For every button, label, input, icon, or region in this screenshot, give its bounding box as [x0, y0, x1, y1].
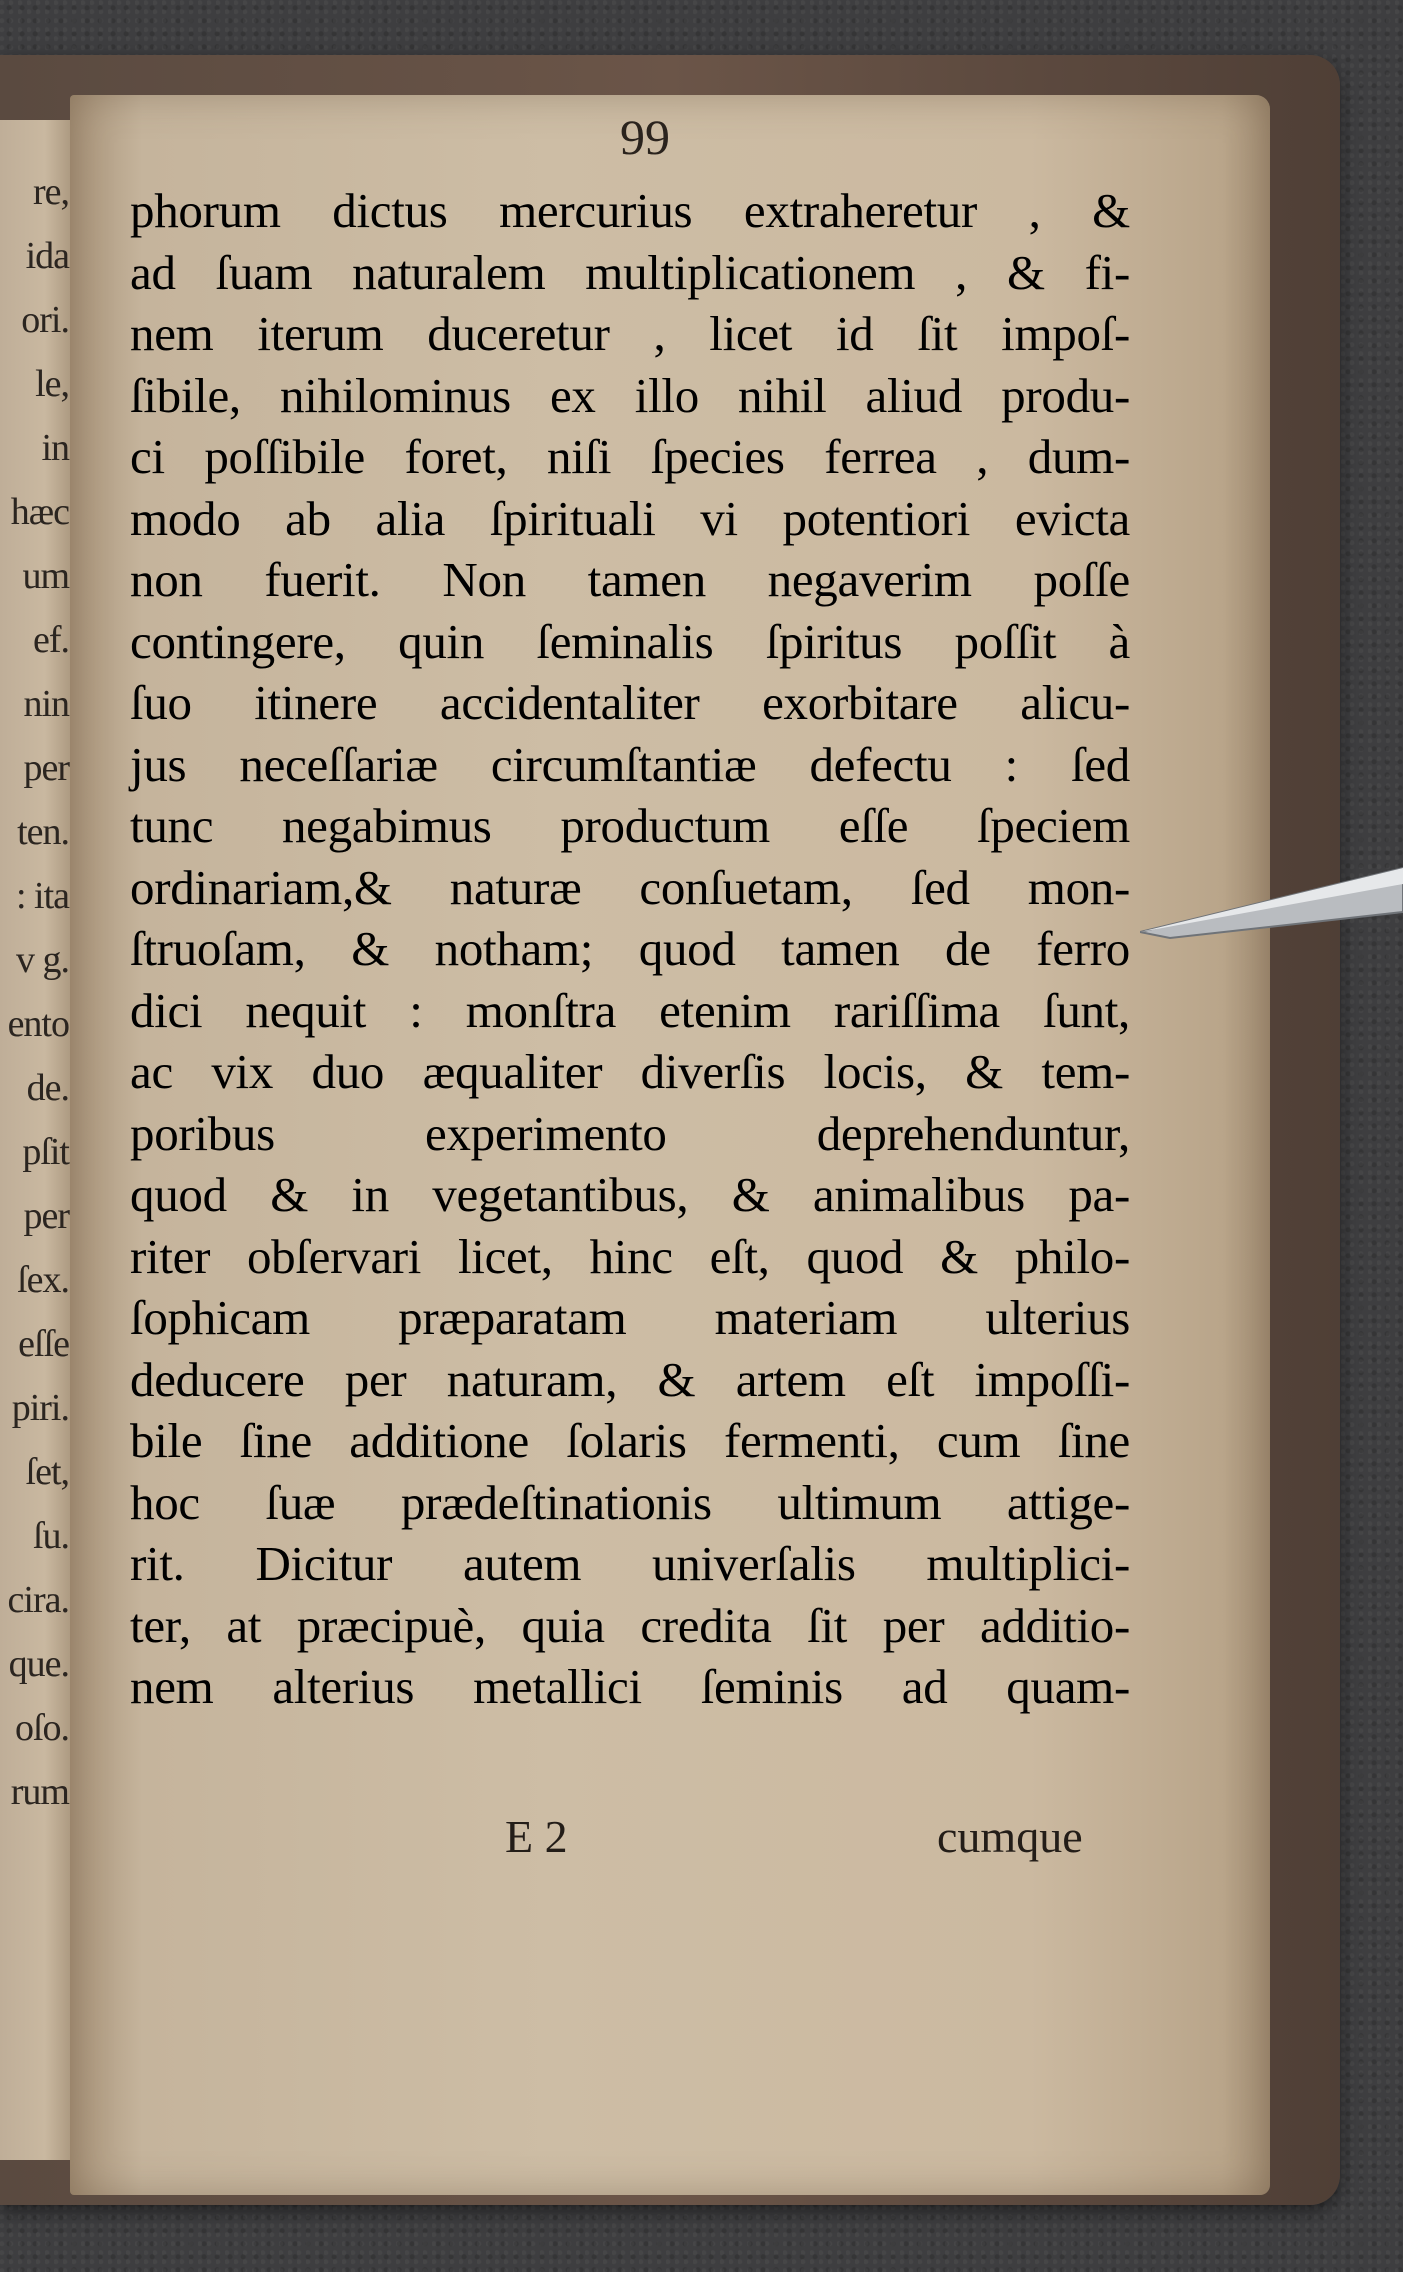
text-line: ſtruoſam, & notham; quod tamen de ferro: [130, 921, 1130, 976]
text-line: bile ſine additione ſolaris fermenti, cum ſine: [130, 1413, 1130, 1468]
text-line: contingere, quin ſeminalis ſpiritus poſſit à: [130, 613, 1130, 669]
left-line: v g.: [16, 939, 69, 981]
text-line: non fuerit. Non tamen negaverim poſſe: [130, 552, 1130, 607]
left-line: ida: [25, 235, 69, 277]
left-line: ſet,: [25, 1451, 69, 1493]
left-line: in: [41, 427, 69, 469]
left-page-edge: [0, 120, 75, 2160]
text-line: nem alterius metallici ſeminis ad quam-: [130, 1659, 1130, 1714]
text-line: deducere per naturam, & artem eſt impoſſi-: [130, 1351, 1130, 1407]
text-line: ordinariam,& naturæ conſuetam, ſed mon-: [130, 859, 1130, 915]
left-line: oſo.: [14, 1707, 69, 1749]
left-line: eſſe: [18, 1323, 69, 1365]
left-line: ſu.: [32, 1515, 69, 1557]
text-line: hoc ſuæ prædeſtinationis ultimum attige-: [130, 1474, 1130, 1530]
text-line: ci poſſibile foret, niſi ſpecies ferrea , dum-: [130, 429, 1130, 484]
left-line: cira.: [7, 1579, 69, 1621]
left-line: ef.: [32, 619, 69, 661]
left-line: ento: [7, 1003, 69, 1045]
text-line: quod & in vegetantibus, & animalibus pa-: [130, 1167, 1130, 1222]
left-line: per: [23, 1195, 69, 1237]
text-line: jus neceſſariæ circumſtantiæ defectu : ſed: [130, 736, 1130, 792]
left-line: le,: [35, 363, 69, 405]
text-line: ſuo itinere accidentaliter exorbitare alicu-: [130, 675, 1130, 730]
text-line: poribus experimento deprehenduntur,: [130, 1105, 1130, 1161]
page-number: 99: [620, 109, 670, 165]
signature-mark: E 2: [505, 1811, 568, 1862]
left-line: pſit: [22, 1131, 69, 1173]
left-line: piri.: [11, 1387, 69, 1429]
text-line: modo ab alia ſpirituali vi potentiori evicta: [130, 490, 1130, 546]
left-line: ori.: [21, 299, 69, 341]
left-line: de.: [26, 1067, 69, 1109]
left-line: hæc: [10, 491, 69, 533]
text-line: ad ſuam naturalem multiplicationem , & fi-: [130, 244, 1130, 300]
left-line: per: [23, 747, 69, 789]
text-line: ter, at præcipuè, quia credita ſit per additio-: [130, 1597, 1130, 1653]
left-line: ſex.: [17, 1259, 69, 1301]
text-line: rit. Dicitur autem univerſalis multiplici-: [130, 1536, 1130, 1591]
left-line: ten.: [17, 811, 69, 853]
catchword: cumque: [937, 1811, 1083, 1862]
pointer-icon: [1140, 860, 1403, 940]
text-line: tunc negabimus productum eſſe ſpeciem: [130, 798, 1130, 853]
left-page-text: [0, 160, 75, 1824]
page-body: [130, 180, 1130, 1718]
left-line: que.: [8, 1643, 69, 1685]
text-line: ac vix duo æqualiter diverſis locis, & tem-: [130, 1044, 1130, 1099]
left-line: : ita: [15, 875, 69, 917]
left-line: re,: [32, 171, 69, 213]
left-line: nin: [23, 683, 69, 725]
text-line: dici nequit : monſtra etenim rariſſima ſunt,: [130, 982, 1130, 1038]
text-line: phorum dictus mercurius extraheretur , &: [130, 183, 1130, 238]
text-line: riter obſervari licet, hinc eſt, quod & philo-: [130, 1228, 1130, 1284]
left-line: rum: [10, 1771, 69, 1813]
left-line: um: [22, 555, 69, 597]
text-line: ſophicam præparatam materiam ulterius: [130, 1290, 1130, 1345]
text-line: ſibile, nihilominus ex illo nihil aliud produ-: [130, 367, 1130, 423]
text-line: nem iterum duceretur , licet id ſit impoſ-: [130, 306, 1130, 361]
